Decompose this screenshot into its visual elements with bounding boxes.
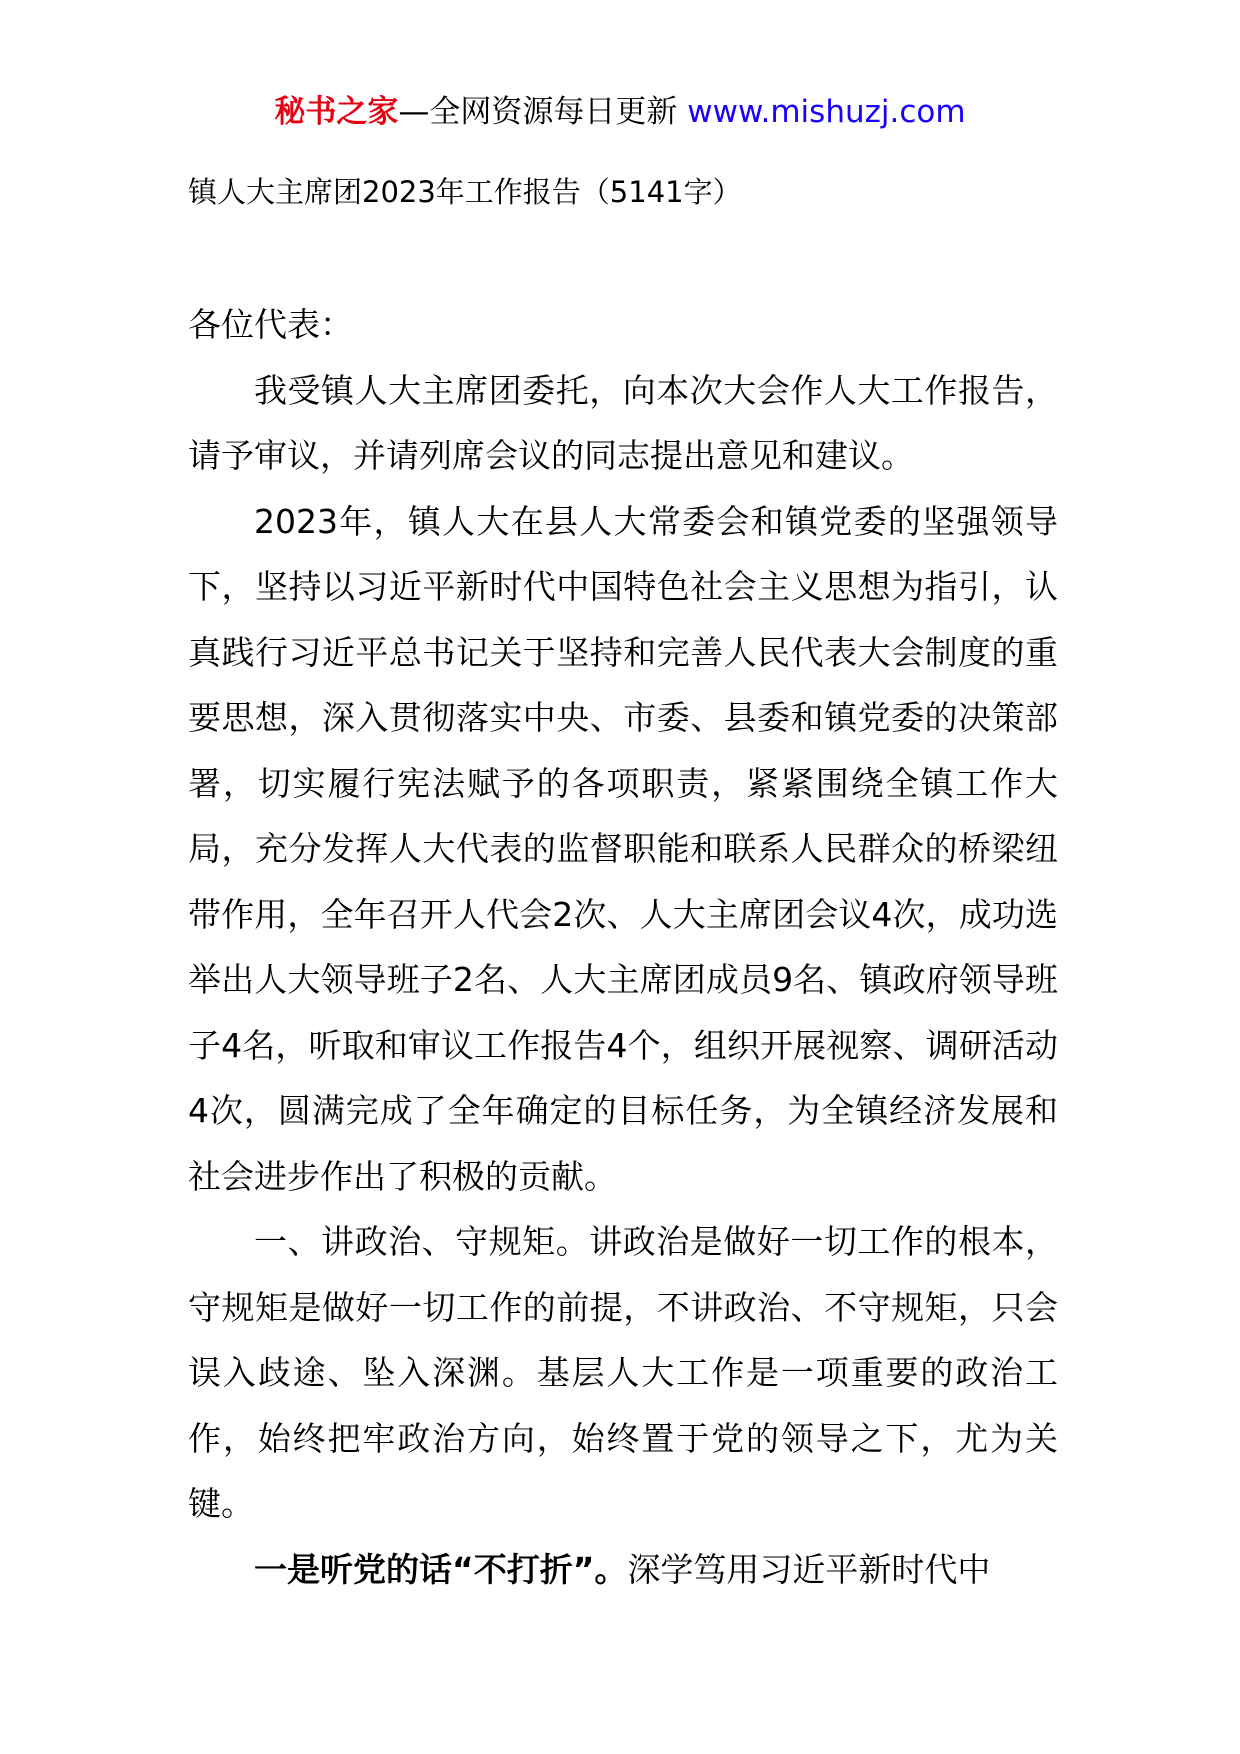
salutation: 各位代表：	[188, 305, 353, 344]
banner-tagline: —全网资源每日更新	[398, 94, 688, 130]
site-banner	[0, 92, 1240, 132]
document-title: 镇人大主席团2023年工作报告（5141字）	[188, 175, 742, 209]
paragraph-summary: 2023年，镇人大在县人大常委会和镇党委的坚强领导下，坚持以习近平新时代中国特色社会主义思想为指引，认真践行习近平总书记关于坚持和完善人民代表大会制度的重要思想，深入贯彻落实中央、市委、县委和镇党委的决策部署，切实履行宪法赋予的各项职责，紧紧围绕全镇工作大局，充分发挥人大代表的监督职能和联系人民群众的桥梁纽带作用，全年召开人代会2次、人大主席团会议4次，成功选举出人大领导班子2名、人大主席团成员9名、镇政府领导班子4名，听取和审议工作报告4个，组织开展视察、调研活动4次，圆满完成了全年确定的目标任务，为全镇经济发展和社会进步作出了积极的贡献。	[188, 501, 1058, 1196]
paragraph-intro: 我受镇人大主席团委托，向本次大会作人大工作报告，请予审议，并请列席会议的同志提出意见和建议。	[188, 370, 1058, 475]
paragraph-section-one: 一、讲政治、守规矩。讲政治是做好一切工作的根本，守规矩是做好一切工作的前提，不讲政治、不守规矩，只会误入歧途、坠入深渊。基层人大工作是一项重要的政治工作，始终把牢政治方向，始终置于党的领导之下，尤为关键。	[188, 1222, 1058, 1523]
document-body	[188, 292, 1058, 1602]
banner-url-link[interactable]: www.mishuzj.com	[687, 94, 966, 130]
banner-brand: 秘书之家	[274, 94, 399, 130]
paragraph-point-one	[188, 1537, 1058, 1603]
point-one-text: 深学笃用习近平新时代中	[627, 1549, 991, 1589]
point-one-heading: 一是听党的话“不打折”。	[254, 1549, 628, 1589]
